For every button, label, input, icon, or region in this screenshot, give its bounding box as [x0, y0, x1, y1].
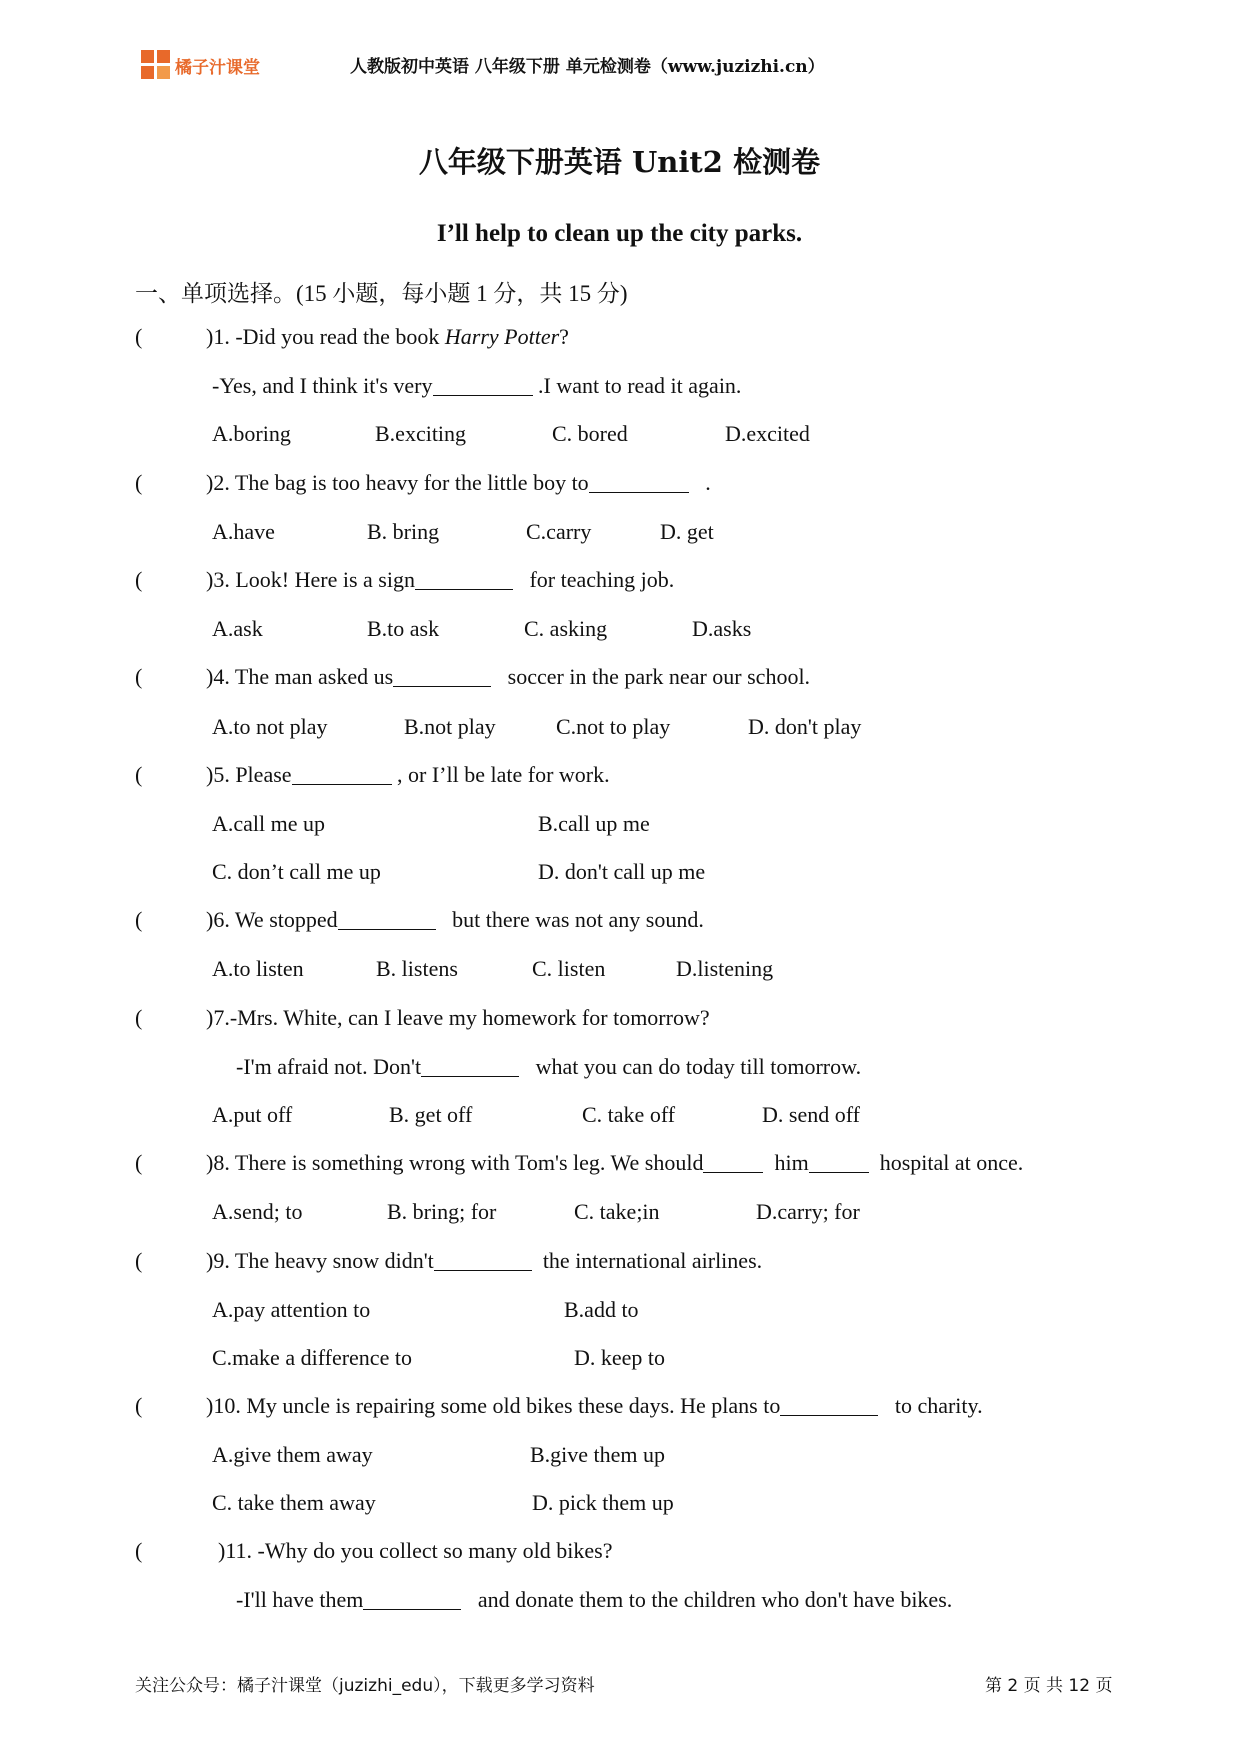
option-b[interactable]: B.not play — [404, 714, 496, 739]
option-c[interactable]: C. take off — [582, 1102, 676, 1127]
option-d[interactable]: D.asks — [692, 616, 752, 641]
answer-blank[interactable] — [780, 1393, 878, 1416]
answer-paren[interactable]: ( — [135, 567, 143, 592]
stem-text: -Yes, and I think it's very — [212, 373, 433, 398]
header-logo — [141, 50, 260, 80]
answer-blank[interactable] — [338, 907, 436, 930]
option-c[interactable]: C.make a difference to — [212, 1345, 412, 1370]
answer-blank[interactable] — [363, 1587, 461, 1610]
option-d[interactable]: D. don't call up me — [538, 859, 706, 884]
option-c[interactable]: C. asking — [524, 616, 608, 641]
option-a[interactable]: A.to listen — [212, 956, 304, 981]
option-b[interactable]: B. get off — [389, 1102, 473, 1127]
stem-text: ? — [559, 324, 569, 349]
option-a[interactable]: A.to not play — [212, 714, 328, 739]
stem-text: the international airlines. — [542, 1248, 763, 1273]
answer-paren[interactable]: ( — [135, 664, 143, 689]
answer-paren[interactable]: ( — [135, 907, 143, 932]
stem-text: -I'm afraid not. Don't — [236, 1054, 422, 1079]
answer-blank[interactable] — [433, 373, 533, 396]
stem-text: )2. The bag is too heavy for the little boy to — [206, 470, 589, 495]
stem-text: and donate them to the children who don't have bikes. — [477, 1587, 953, 1612]
option-a[interactable]: A.call me up — [212, 811, 326, 836]
answer-paren[interactable]: ( — [135, 1393, 143, 1418]
option-b[interactable]: B.add to — [564, 1297, 639, 1322]
question-line — [236, 1587, 952, 1613]
stem-text: )10. My uncle is repairing some old bikes these days. He plans to — [206, 1393, 781, 1418]
option-b[interactable]: B.exciting — [375, 421, 467, 446]
option-b[interactable]: B.give them up — [530, 1442, 666, 1467]
book-title: Harry Potter — [444, 324, 560, 349]
stem-text: but there was not any sound. — [452, 907, 704, 932]
stem-text: , or I’ll be late for work. — [397, 762, 610, 787]
logo-text: 橘子汁课堂 — [175, 57, 260, 78]
answer-paren[interactable]: ( — [135, 1248, 143, 1273]
stem-text: hospital at once. — [879, 1150, 1024, 1175]
page-number: 第 2 页 共 12 页 — [985, 1676, 1113, 1696]
option-b[interactable]: B.call up me — [538, 811, 650, 836]
document-title: 八年级下册英语 Unit2 检测卷 — [418, 145, 821, 179]
option-b[interactable]: B. bring; for — [387, 1199, 497, 1224]
stem-text: soccer in the park near our school. — [507, 664, 811, 689]
option-c[interactable]: C. take;in — [574, 1199, 660, 1224]
question-line — [236, 1054, 861, 1080]
option-d[interactable]: D. keep to — [574, 1345, 666, 1370]
option-a[interactable]: A.pay attention to — [212, 1297, 371, 1322]
question-stem — [206, 470, 711, 496]
answer-paren[interactable]: ( — [135, 324, 143, 349]
document-subtitle: I’ll help to clean up the city parks. — [436, 220, 803, 247]
option-d[interactable]: D.excited — [725, 421, 810, 446]
question-stem — [206, 1393, 983, 1419]
option-c[interactable]: C. bored — [552, 421, 628, 446]
answer-blank[interactable] — [415, 567, 513, 590]
option-b[interactable]: B. listens — [376, 956, 458, 981]
stem-text: )5. Please — [206, 762, 292, 787]
option-d[interactable]: D.carry; for — [756, 1199, 860, 1224]
answer-blank[interactable] — [393, 664, 491, 687]
option-c[interactable]: C. don’t call me up — [212, 859, 381, 884]
question-stem: )11. -Why do you collect so many old bikes? — [218, 1538, 613, 1563]
stem-text: .I want to read it again. — [538, 373, 742, 398]
section-heading: 一、单项选择。(15 小题，每小题 1 分，共 15 分) — [135, 281, 628, 306]
option-a[interactable]: A.boring — [212, 421, 291, 446]
question-stem — [206, 1248, 762, 1274]
option-a[interactable]: A.give them away — [212, 1442, 373, 1467]
stem-text: )6. We stopped — [206, 907, 338, 932]
answer-paren[interactable]: ( — [135, 1538, 143, 1563]
option-a[interactable]: A.send; to — [212, 1199, 303, 1224]
question-stem — [206, 324, 569, 350]
option-d[interactable]: D.listening — [676, 956, 774, 981]
stem-text: -I'll have them — [236, 1587, 364, 1612]
option-c[interactable]: C.carry — [526, 519, 592, 544]
option-d[interactable]: D. pick them up — [532, 1490, 674, 1515]
answer-paren[interactable]: ( — [135, 470, 143, 495]
answer-blank[interactable] — [421, 1054, 519, 1077]
question-stem — [206, 762, 610, 788]
stem-text: what you can do today till tomorrow. — [535, 1054, 862, 1079]
option-c[interactable]: C.not to play — [556, 714, 671, 739]
answer-blank[interactable] — [703, 1150, 763, 1173]
option-d[interactable]: D. send off — [762, 1102, 860, 1127]
option-c[interactable]: C. take them away — [212, 1490, 376, 1515]
question-stem: )7.-Mrs. White, can I leave my homework for tomorrow? — [206, 1005, 710, 1030]
answer-blank[interactable] — [292, 762, 392, 785]
footer-note: 关注公众号：橘子汁课堂（juzizhi_edu），下载更多学习资料 — [135, 1676, 595, 1696]
question-stem — [206, 664, 810, 690]
question-stem — [206, 567, 674, 593]
question-stem — [206, 907, 704, 933]
stem-text: to charity. — [894, 1393, 983, 1418]
answer-blank[interactable] — [589, 470, 689, 493]
option-a[interactable]: A.have — [212, 519, 275, 544]
answer-paren[interactable]: ( — [135, 1005, 143, 1030]
option-a[interactable]: A.ask — [212, 616, 263, 641]
answer-paren[interactable]: ( — [135, 762, 143, 787]
question-line — [212, 373, 741, 399]
stem-text: him — [774, 1150, 809, 1175]
question-stem — [206, 1150, 1023, 1176]
header-title: 人教版初中英语 八年级下册 单元检测卷（www.juzizhi.cn） — [350, 57, 825, 77]
stem-text: for teaching job. — [529, 567, 675, 592]
stem-text: )1. -Did you read the book — [206, 324, 445, 349]
stem-text: )9. The heavy snow didn't — [206, 1248, 434, 1273]
stem-text: . — [705, 470, 711, 495]
stem-text: )8. There is something wrong with Tom's leg. We should — [206, 1150, 704, 1175]
answer-paren[interactable]: ( — [135, 1150, 143, 1175]
option-b[interactable]: B.to ask — [367, 616, 440, 641]
stem-text: )3. Look! Here is a sign — [206, 567, 415, 592]
option-d[interactable]: D. get — [660, 519, 714, 544]
option-d[interactable]: D. don't play — [748, 714, 862, 739]
stem-text: )4. The man asked us — [206, 664, 394, 689]
option-c[interactable]: C. listen — [532, 956, 606, 981]
option-a[interactable]: A.put off — [212, 1102, 293, 1127]
logo-icon — [141, 50, 171, 80]
option-b[interactable]: B. bring — [367, 519, 440, 544]
answer-blank[interactable] — [434, 1248, 532, 1271]
answer-blank[interactable] — [809, 1150, 869, 1173]
